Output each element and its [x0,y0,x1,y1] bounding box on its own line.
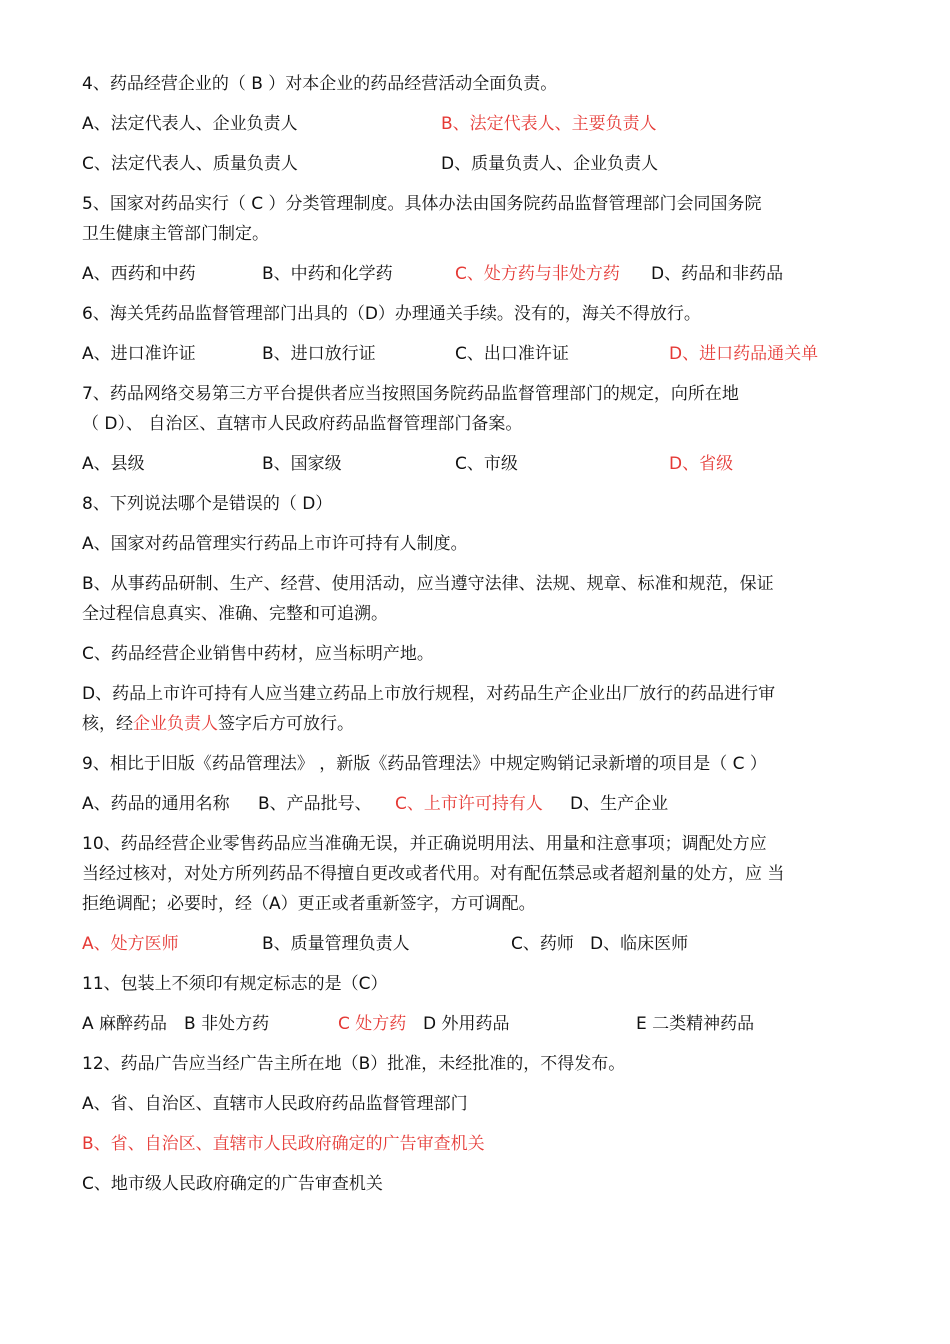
q4-option-c: C、法定代表人、质量负责人 [82,154,298,174]
question-12-stem: 12、药品广告应当经广告主所在地（B）批准，未经批准的，不得发布。 [82,1054,626,1074]
q6-option-b: B、进口放行证 [262,344,376,364]
q11-option-b: B 非处方药 [184,1014,270,1034]
q7-option-d-answer: D、省级 [669,454,734,474]
question-6-stem: 6、海关凭药品监督管理部门出具的（D）办理通关手续。没有的，海关不得放行。 [82,304,701,324]
q8-option-d-text-pre: 核，经 [82,714,133,734]
q10-option-d: D、临床医师 [590,934,689,954]
q11-option-e: E 二类精神药品 [636,1014,755,1034]
question-11-stem: 11、包装上不须印有规定标志的是（C） [82,974,388,994]
q6-option-d-answer: D、进口药品通关单 [669,344,819,364]
question-5-stem-line1: 5、国家对药品实行（ C ）分类管理制度。具体办法由国务院药品监督管理部门会同国务院 [82,194,762,214]
q10-option-c: C、药师 [511,934,574,954]
q11-option-a: A 麻醉药品 [82,1014,168,1034]
q4-option-a: A、法定代表人、企业负责人 [82,114,298,134]
q4-option-d: D、质量负责人、企业负责人 [441,154,659,174]
q12-option-b-answer: B、省、自治区、直辖市人民政府确定的广告审查机关 [82,1134,485,1154]
q7-option-a: A、县级 [82,454,145,474]
q6-option-c: C、出口准许证 [455,344,569,364]
question-5-stem-line2: 卫生健康主管部门制定。 [82,224,269,244]
q8-option-c: C、药品经营企业销售中药材，应当标明产地。 [82,644,434,664]
question-10-stem-line3: 拒绝调配；必要时，经（A）更正或者重新签字，方可调配。 [82,894,536,914]
q9-option-a: A、药品的通用名称 [82,794,230,814]
q8-option-d-highlight: 企业负责人 [133,714,218,734]
q9-option-c-answer: C、上市许可持有人 [395,794,543,814]
q7-option-b: B、国家级 [262,454,342,474]
question-9-stem: 9、相比于旧版《药品管理法》 ，新版《药品管理法》中规定购销记录新增的项目是（ C ） [82,754,767,774]
q5-option-b: B、中药和化学药 [262,264,393,284]
q4-option-b-answer: B、法定代表人、主要负责人 [441,114,657,134]
q8-option-b-line1: B、从事药品研制、生产、经营、使用活动，应当遵守法律、法规、规章、标准和规范，保证 [82,574,774,594]
q5-option-a: A、西药和中药 [82,264,196,284]
question-10-stem-line1: 10、药品经营企业零售药品应当准确无误，并正确说明用法、用量和注意事项；调配处方应 [82,834,767,854]
question-8-stem: 8、下列说法哪个是错误的（ D） [82,494,333,514]
q7-option-c: C、市级 [455,454,518,474]
question-10-stem-line2: 当经过核对，对处方所列药品不得擅自更改或者代用。对有配伍禁忌或者超剂量的处方，应 当 [82,864,785,884]
q12-option-c: C、地市级人民政府确定的广告审查机关 [82,1174,383,1194]
q12-option-a: A、省、自治区、直辖市人民政府药品监督管理部门 [82,1094,468,1114]
q11-option-c-answer: C 处方药 [338,1014,407,1034]
q5-option-c-answer: C、处方药与非处方药 [455,264,620,284]
q8-option-a: A、国家对药品管理实行药品上市许可持有人制度。 [82,534,468,554]
q10-option-a-answer: A、处方医师 [82,934,179,954]
q8-option-b-line2: 全过程信息真实、准确、完整和可追溯。 [82,604,388,624]
q8-option-d-line1: D、药品上市许可持有人应当建立药品上市放行规程，对药品生产企业出厂放行的药品进行审 [82,684,776,704]
question-4-stem: 4、药品经营企业的（ B ）对本企业的药品经营活动全面负责。 [82,74,558,94]
q9-option-d: D、生产企业 [570,794,669,814]
q8-option-d-line2 [82,714,354,734]
q10-option-b: B、质量管理负责人 [262,934,410,954]
q5-option-d: D、药品和非药品 [651,264,784,284]
q9-option-b: B、产品批号、 [258,794,372,814]
q8-option-d-text-post: 签字后方可放行。 [218,714,354,734]
question-7-stem-line1: 7、药品网络交易第三方平台提供者应当按照国务院药品监督管理部门的规定，向所在地 [82,384,739,404]
q11-option-d: D 外用药品 [423,1014,510,1034]
q6-option-a: A、进口准许证 [82,344,196,364]
question-7-stem-line2: （ D）、 自治区、直辖市人民政府药品监督管理部门备案。 [82,414,523,434]
